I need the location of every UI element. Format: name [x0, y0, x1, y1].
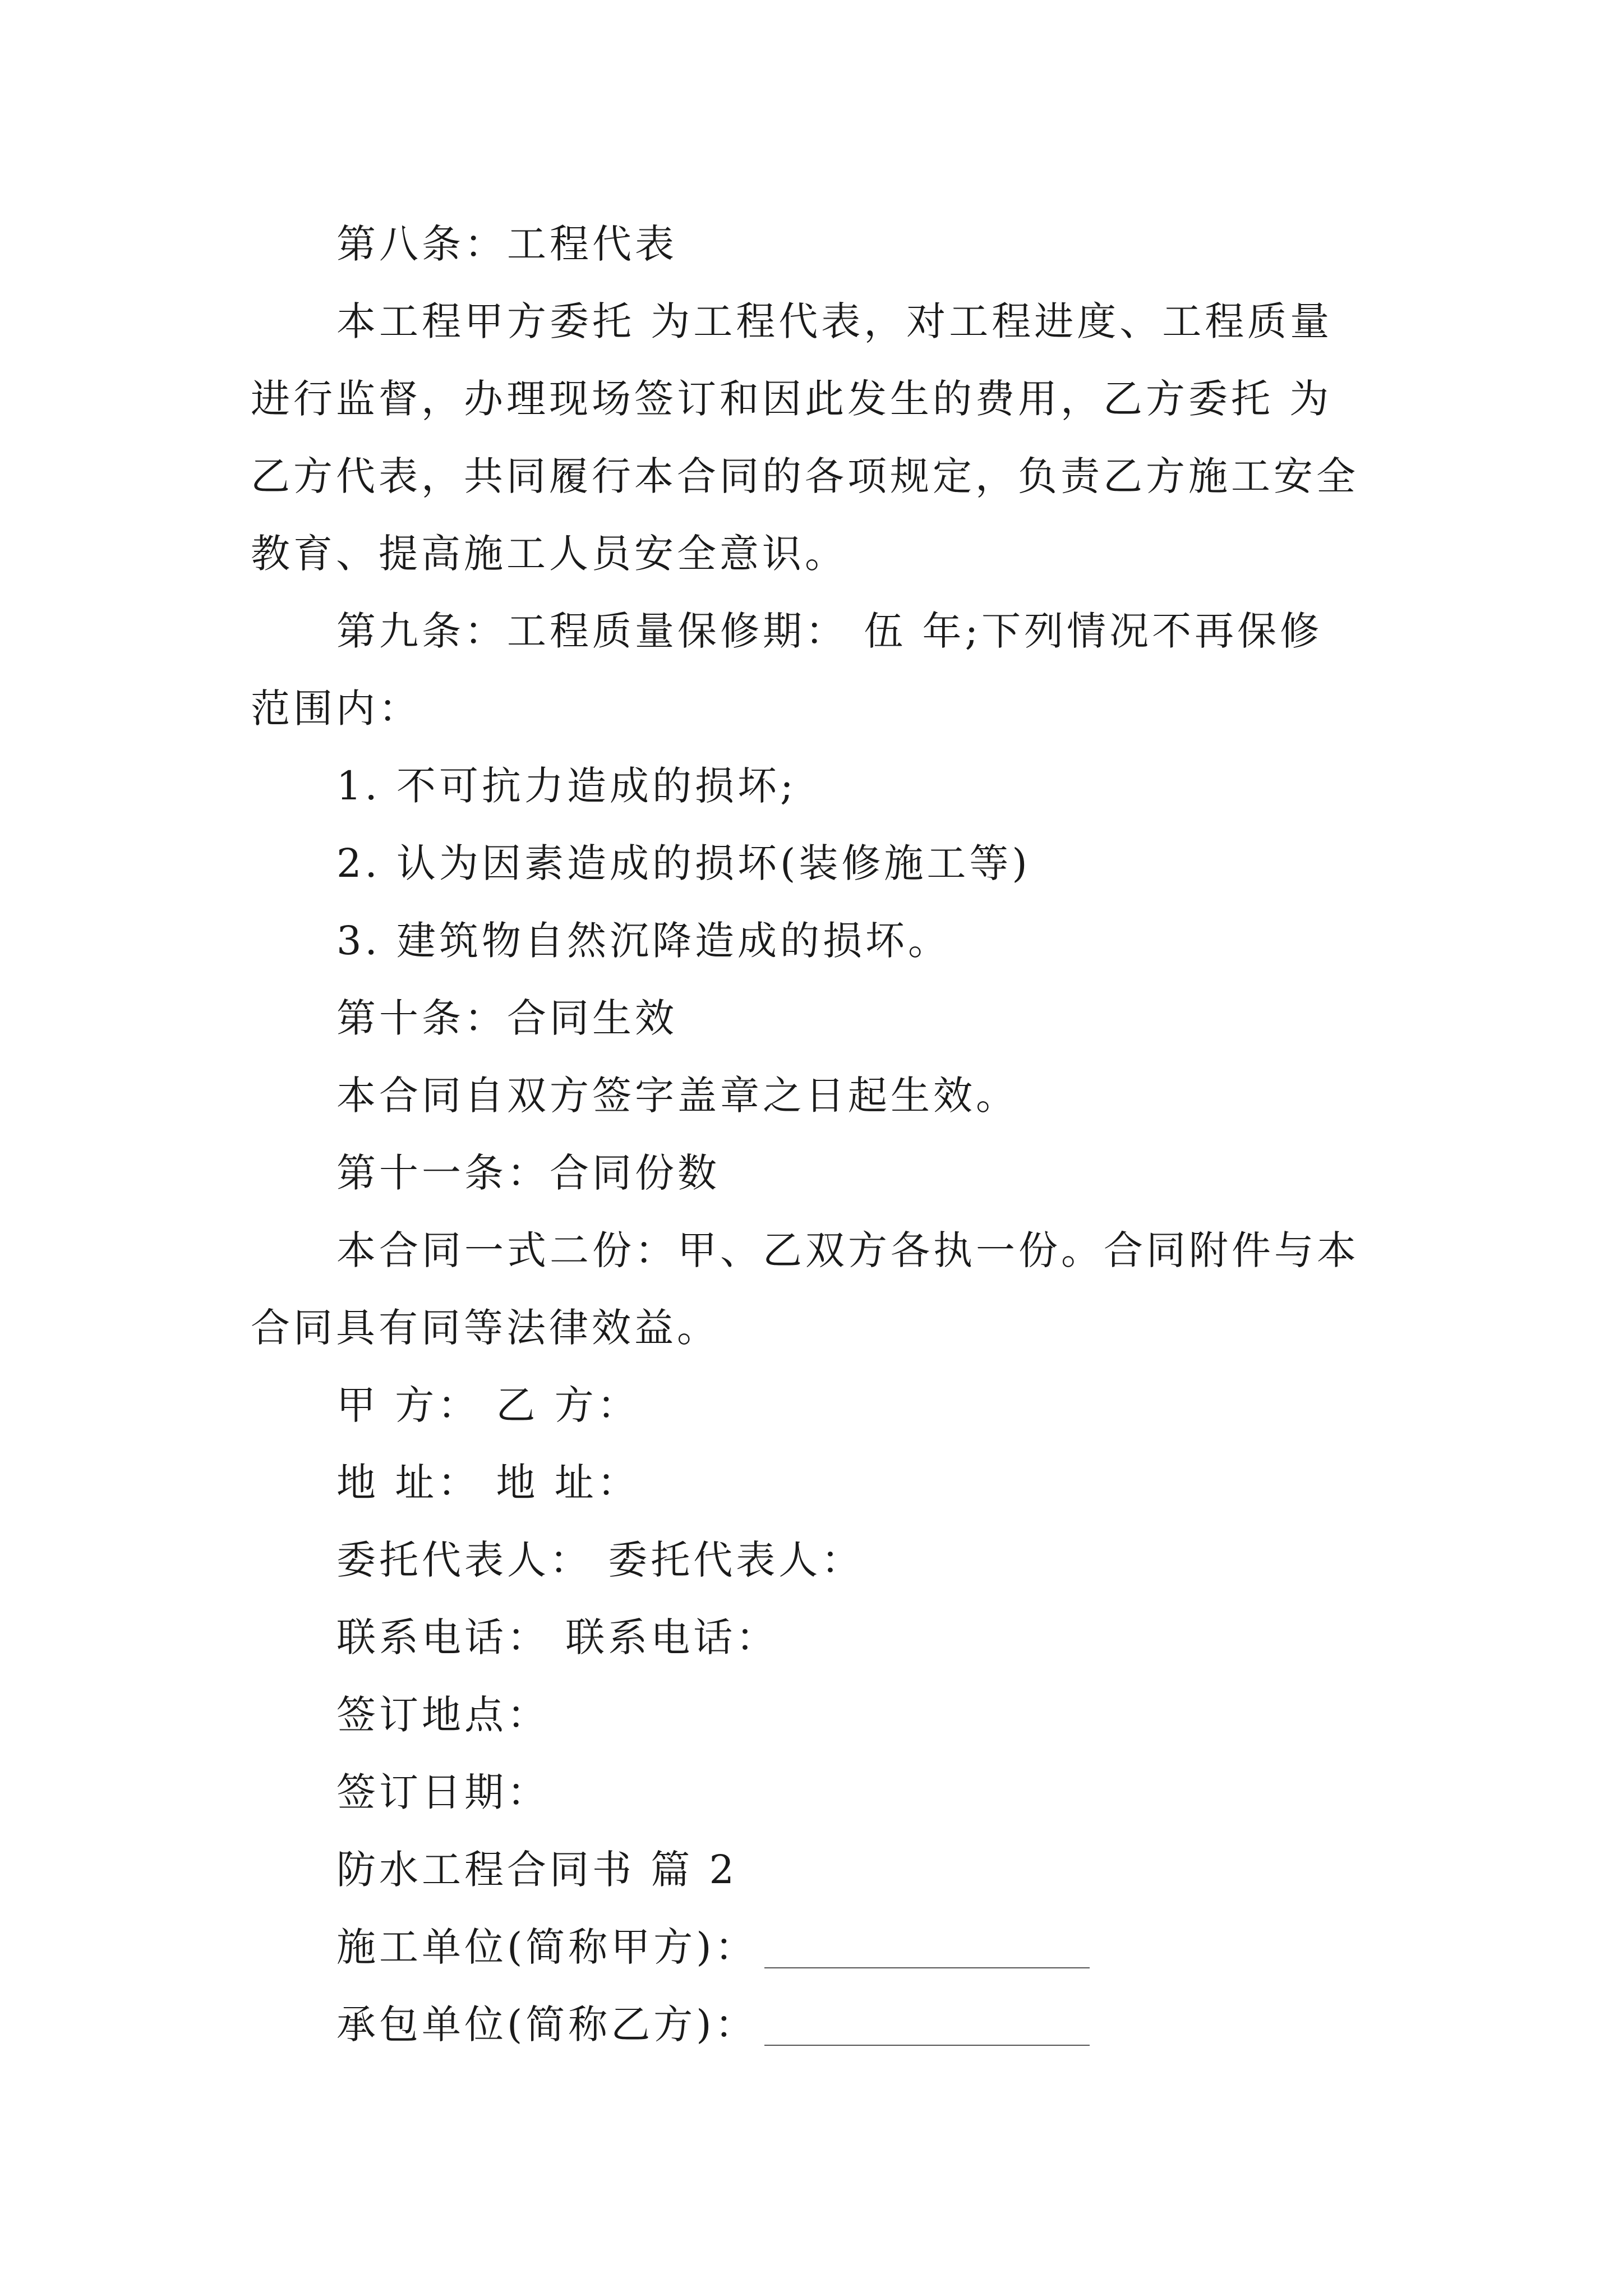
article-11-text-line-2: 合同具有同等法律效益。	[251, 1305, 720, 1351]
section-2-title: 防水工程合同书 篇 2	[336, 1847, 738, 1893]
construction-unit-blank	[764, 1967, 1090, 1968]
construction-unit-line	[336, 1924, 1090, 1970]
article-11-heading: 第十一条：合同份数	[336, 1150, 720, 1196]
article-8-heading: 第八条：工程代表	[336, 221, 677, 267]
article-9-heading-line-1: 第九条：工程质量保修期： 伍 年;下列情况不再保修	[336, 608, 1323, 654]
article-8-text-line-2: 进行监督，办理现场签订和因此发生的费用，乙方委托 为	[251, 376, 1332, 422]
contractor-unit-blank	[764, 2045, 1090, 2046]
list-item-3: 3. 建筑物自然沉降造成的损坏。	[336, 918, 951, 964]
article-8-text-line-1: 本工程甲方委托 为工程代表，对工程进度、工程质量	[336, 298, 1333, 344]
signing-date-line: 签订日期：	[336, 1769, 550, 1815]
contractor-unit-line	[336, 2001, 1090, 2047]
list-item-2: 2. 认为因素造成的损坏(装修施工等)	[336, 840, 1031, 886]
article-11-text-line-1: 本合同一式二份：甲、乙双方各执一份。合同附件与本	[336, 1227, 1359, 1273]
article-10-heading: 第十条：合同生效	[336, 995, 677, 1041]
article-8-text-line-3: 乙方代表，共同履行本合同的各项规定，负责乙方施工安全	[251, 453, 1359, 499]
address-line: 地 址： 地 址：	[336, 1460, 640, 1506]
phone-line: 联系电话： 联系电话：	[336, 1614, 779, 1660]
article-10-text: 本合同自双方签字盖章之日起生效。	[336, 1073, 1018, 1119]
contractor-unit-label: 承包单位(简称乙方)：	[336, 2001, 758, 2047]
signing-place-line: 签订地点：	[336, 1692, 550, 1738]
representative-line: 委托代表人： 委托代表人：	[336, 1537, 864, 1583]
list-item-1: 1. 不可抗力造成的损坏;	[336, 763, 797, 809]
party-line: 甲 方： 乙 方：	[336, 1382, 640, 1428]
article-8-text-line-4: 教育、提高施工人员安全意识。	[251, 531, 847, 577]
construction-unit-label: 施工单位(简称甲方)：	[336, 1924, 758, 1970]
article-9-heading-line-2: 范围内：	[251, 685, 421, 731]
